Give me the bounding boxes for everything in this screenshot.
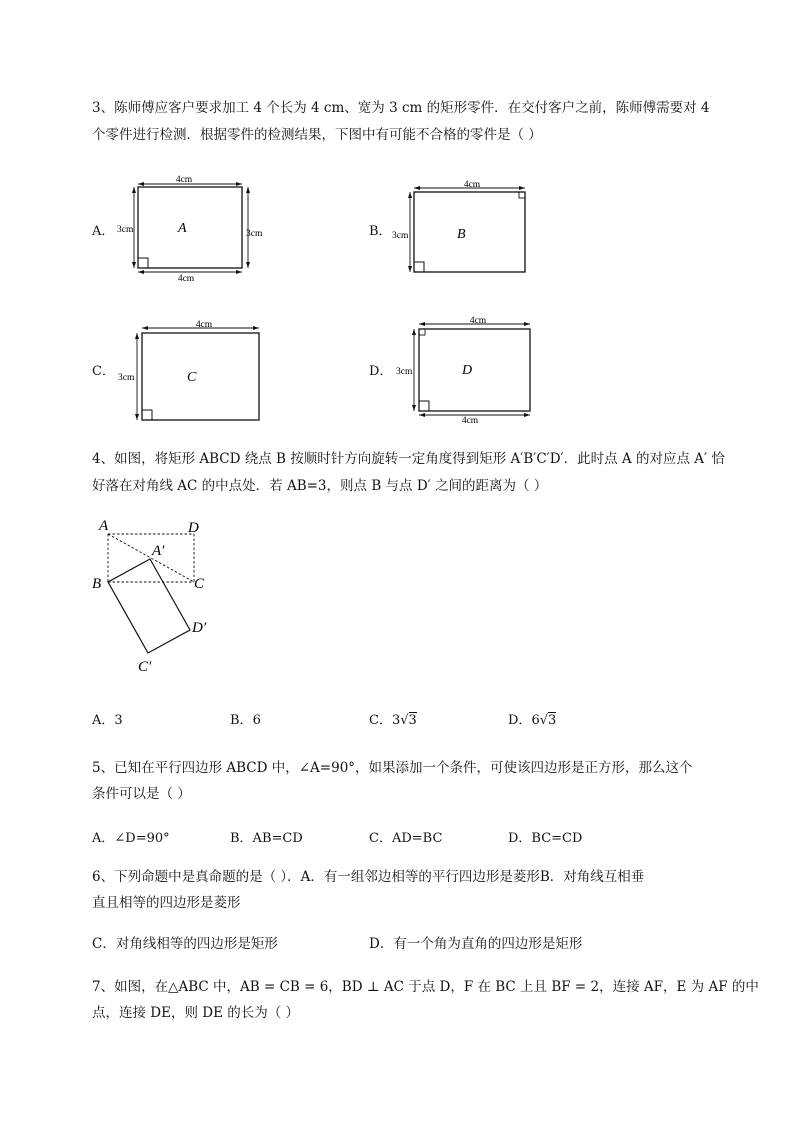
q3-figure-a xyxy=(110,172,280,284)
q3-c-top-length: 4cm xyxy=(195,320,213,330)
q4-option-b-value: 6 xyxy=(252,713,261,728)
q3-figure-c xyxy=(112,316,267,424)
q4-label-d: D xyxy=(188,520,199,536)
q4-option-d xyxy=(508,709,556,728)
q4-label-a: A xyxy=(99,518,109,534)
q7-line2: 点，连接 DE，则 DE 的长为（ ） xyxy=(92,1005,300,1021)
q4-option-b xyxy=(230,709,261,728)
q3-a-left-width: 3cm xyxy=(117,225,134,235)
q4-option-d-coef: 6 xyxy=(531,713,540,728)
q7-line1: 7、如图，在△ABC 中，AB = CB = 6，BD ⊥ AC 于点 D，F 在 BC 上且 BF = 2，连接 AF，E 为 AF 的中 xyxy=(92,979,759,995)
q3-option-a-letter: A． xyxy=(92,224,115,239)
q3-option-d-letter: D． xyxy=(369,364,393,379)
q4-option-b-letter: B． xyxy=(230,713,253,728)
q3-d-bottom-length: 4cm xyxy=(461,416,479,426)
q3-a-shape-label: A xyxy=(178,221,187,236)
q3-d-shape-label: D xyxy=(462,363,473,378)
q4-option-c-letter: C． xyxy=(369,713,392,728)
sqrt-icon: √ xyxy=(400,713,409,728)
q6-option-c: C．对角线相等的四边形是矩形 xyxy=(92,936,278,952)
q3-d-left-width: 3cm xyxy=(396,367,413,377)
q4-label-c-prime: C′ xyxy=(138,659,152,675)
q4-label-a-prime: A′ xyxy=(152,543,165,559)
q5-option-b: B．AB=CD xyxy=(230,831,303,846)
q4-label-d-prime: D′ xyxy=(192,620,207,636)
q3-option-b-letter: B． xyxy=(369,224,392,239)
q3-b-top-length: 4cm xyxy=(463,180,481,190)
q3-b-shape-label: B xyxy=(457,227,466,242)
q5-line2: 条件可以是（ ） xyxy=(92,786,191,802)
q6-line1: 6、下列命题中是真命题的是（ ）．A．有一组邻边相等的平行四边形是菱形B．对角线互相垂 xyxy=(92,869,645,885)
q3-b-left-width: 3cm xyxy=(392,231,409,241)
q4-option-c xyxy=(369,709,417,728)
q3-a-top-length: 4cm xyxy=(175,175,193,185)
q5-line1: 5、已知在平行四边形 ABCD 中，∠A=90°，如果添加一个条件，可使该四边形是正方形，那么这个 xyxy=(92,760,693,776)
q3-d-top-length: 4cm xyxy=(469,316,487,326)
q6-option-d: D．有一个角为直角的四边形是矩形 xyxy=(369,936,583,952)
q4-option-a-value: 3 xyxy=(114,713,123,728)
q4-option-d-radicand: 3 xyxy=(548,713,557,728)
q3-figure-b xyxy=(388,176,538,278)
q5-option-a: A．∠D=90° xyxy=(92,831,170,846)
q3-c-left-width: 3cm xyxy=(118,373,135,383)
q3-a-right-width: 3cm xyxy=(246,229,263,239)
q4-line2: 好落在对角线 AC 的中点处．若 AB=3，则点 B 与点 D′ 之间的距离为（ ） xyxy=(92,478,548,494)
q4-option-c-coef: 3 xyxy=(391,713,401,728)
q3-figure-d xyxy=(392,312,542,424)
q4-option-a-letter: A． xyxy=(92,713,115,728)
q4-option-c-radicand: 3 xyxy=(408,713,417,728)
q3-c-shape-label: C xyxy=(187,370,197,385)
sqrt-icon: √ xyxy=(539,713,549,728)
q3-line2: 个零件进行检测．根据零件的检测结果，下图中有可能不合格的零件是（ ） xyxy=(92,127,542,143)
q4-label-b: B xyxy=(92,576,102,592)
q5-option-c: C．AD=BC xyxy=(369,831,443,846)
q3-option-c-letter: C． xyxy=(92,364,115,379)
q4-label-c: C xyxy=(194,576,205,592)
q4-option-a xyxy=(92,709,123,728)
q4-figure xyxy=(88,512,228,677)
q3-a-bottom-length: 4cm xyxy=(177,274,195,284)
q5-option-d: D．BC=CD xyxy=(508,831,583,846)
q3-line1: 3、陈师傅应客户要求加工 4 个长为 4 cm、宽为 3 cm 的矩形零件．在交付客户之前，陈师傅需要对 4 xyxy=(92,100,710,116)
q4-option-d-letter: D． xyxy=(508,713,532,728)
q4-line1: 4、如图，将矩形 ABCD 绕点 B 按顺时针方向旋转一定角度得到矩形 A′B′C′D′．此时点 A 的对应点 A′ 恰 xyxy=(92,451,725,467)
q6-line2: 直且相等的四边形是菱形 xyxy=(92,895,241,911)
